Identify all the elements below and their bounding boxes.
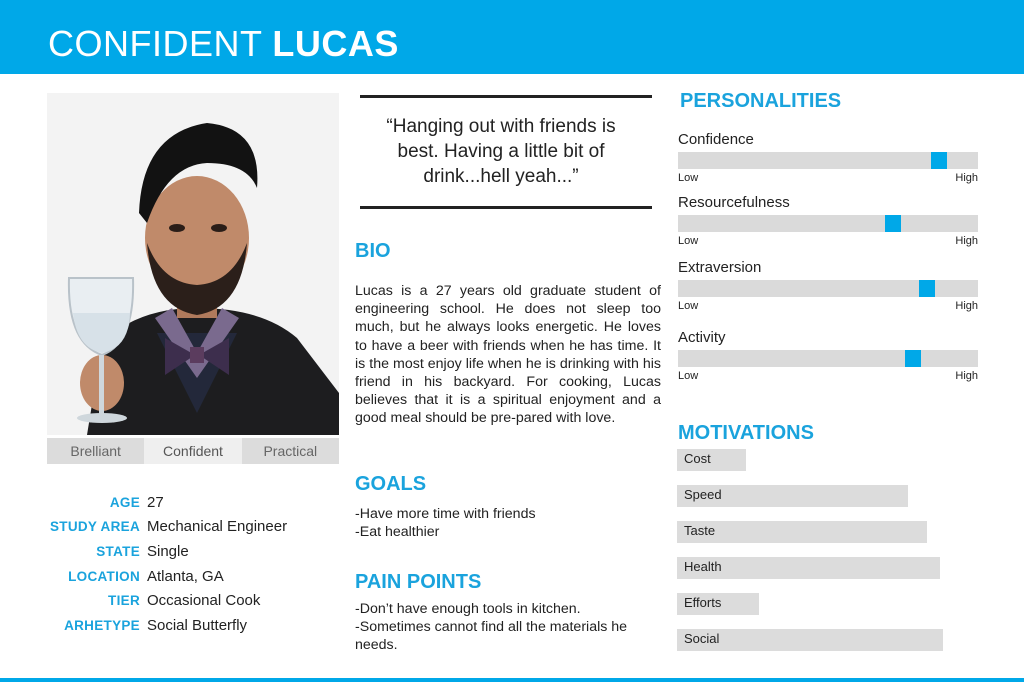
title-bold: LUCAS (272, 23, 399, 64)
fact-state (30, 539, 340, 564)
trait-bar (678, 350, 978, 367)
motivation-bar-speed (677, 485, 908, 507)
tab-confident[interactable]: Confident (144, 438, 241, 464)
low-label: Low (678, 370, 699, 382)
trait-activity (678, 328, 978, 382)
fact-label: STUDY AREA (49, 519, 140, 535)
tab-practical[interactable]: Practical (242, 438, 339, 464)
trait-scale (678, 172, 978, 184)
trait-marker[interactable] (905, 350, 921, 367)
trait-scale (678, 370, 978, 382)
list-item: -Don’t have enough tools in kitchen. (355, 601, 581, 617)
motivation-label: Efforts (684, 595, 722, 610)
bio-text: Lucas is a 27 years old graduate student of engineering school. He does not sleep too much, but he always looks energetic. He loves to have a beer with friends when he has time. It is the most enjoy life when he is drinking with his friend in his backyard. For cooking, Lucas believes that it is a spiritual enjoyment and a good meal should be pre-pared with love. (355, 283, 661, 427)
fact-value: Occasional Cook (147, 592, 261, 610)
goals-list (355, 505, 661, 541)
trait-scale (678, 300, 978, 312)
quote-line: drink...hell yeah...” (423, 166, 579, 187)
trait-marker[interactable] (885, 215, 901, 232)
header-banner (0, 0, 1024, 74)
motivation-label: Speed (684, 487, 722, 502)
trait-name: Confidence (678, 131, 754, 148)
personality-tabs (47, 438, 339, 464)
profile-facts (30, 490, 340, 638)
motivation-bar-social (677, 629, 943, 651)
high-label: High (955, 370, 978, 382)
fact-value: Atlanta, GA (147, 567, 224, 585)
trait-scale (678, 235, 978, 247)
trait-bar (678, 280, 978, 297)
motivation-bar-efforts (677, 593, 759, 615)
fact-age (30, 490, 340, 515)
trait-marker[interactable] (931, 152, 947, 169)
motivation-label: Health (684, 559, 722, 574)
fact-study-area (30, 515, 340, 540)
title-light: CONFIDENT (48, 23, 273, 64)
low-label: Low (678, 300, 699, 312)
list-item: -Have more time with friends (355, 506, 536, 522)
goals-title: GOALS (355, 473, 427, 495)
high-label: High (955, 235, 978, 247)
motivation-label: Cost (684, 451, 711, 466)
page-title (48, 24, 399, 64)
trait-name: Activity (678, 329, 726, 346)
trait-resourcefulness (678, 193, 978, 247)
fact-label: TIER (108, 593, 140, 609)
trait-marker[interactable] (919, 280, 935, 297)
low-label: Low (678, 172, 699, 184)
motivations-title: MOTIVATIONS (678, 422, 814, 444)
trait-confidence (678, 130, 978, 184)
fact-archetype (30, 613, 340, 638)
fact-label: STATE (96, 543, 140, 559)
trait-name: Resourcefulness (678, 194, 790, 211)
personalities-title: PERSONALITIES (680, 90, 842, 112)
fact-value: Single (147, 542, 189, 560)
fact-value: 27 (147, 493, 164, 511)
persona-portrait-illustration (47, 93, 339, 435)
high-label: High (955, 300, 978, 312)
pain-points-list (355, 600, 661, 654)
list-item: -Sometimes cannot find all the materials he needs. (355, 619, 628, 653)
fact-value: Social Butterfly (147, 616, 248, 634)
bio-title: BIO (355, 240, 391, 262)
motivation-bar-taste (677, 521, 927, 543)
quote-line: best. Having a little bit of (397, 141, 605, 162)
persona-quote (365, 114, 637, 189)
fact-location (30, 564, 340, 589)
trait-bar (678, 215, 978, 232)
bottom-rule (0, 678, 1024, 682)
persona-photo (47, 93, 339, 435)
quote-bottom-rule (360, 206, 652, 209)
fact-value: Mechanical Engineer (147, 518, 288, 536)
low-label: Low (678, 235, 699, 247)
motivation-label: Taste (684, 523, 716, 538)
fact-label: AGE (109, 494, 140, 510)
trait-extraversion (678, 258, 978, 312)
motivation-bar-health (677, 557, 940, 579)
motivation-label: Social (684, 631, 720, 646)
fact-label: ARHETYPE (64, 617, 140, 633)
trait-name: Extraversion (678, 259, 762, 276)
tab-brelliant[interactable]: Brelliant (47, 438, 144, 464)
quote-top-rule (360, 95, 652, 98)
quote-line: “Hanging out with friends is (386, 116, 616, 137)
motivation-bar-cost (677, 449, 746, 471)
pain-points-title: PAIN POINTS (355, 571, 482, 593)
fact-label: LOCATION (68, 568, 140, 584)
high-label: High (955, 172, 978, 184)
trait-bar (678, 152, 978, 169)
list-item: -Eat healthier (355, 524, 440, 540)
fact-tier (30, 588, 340, 613)
